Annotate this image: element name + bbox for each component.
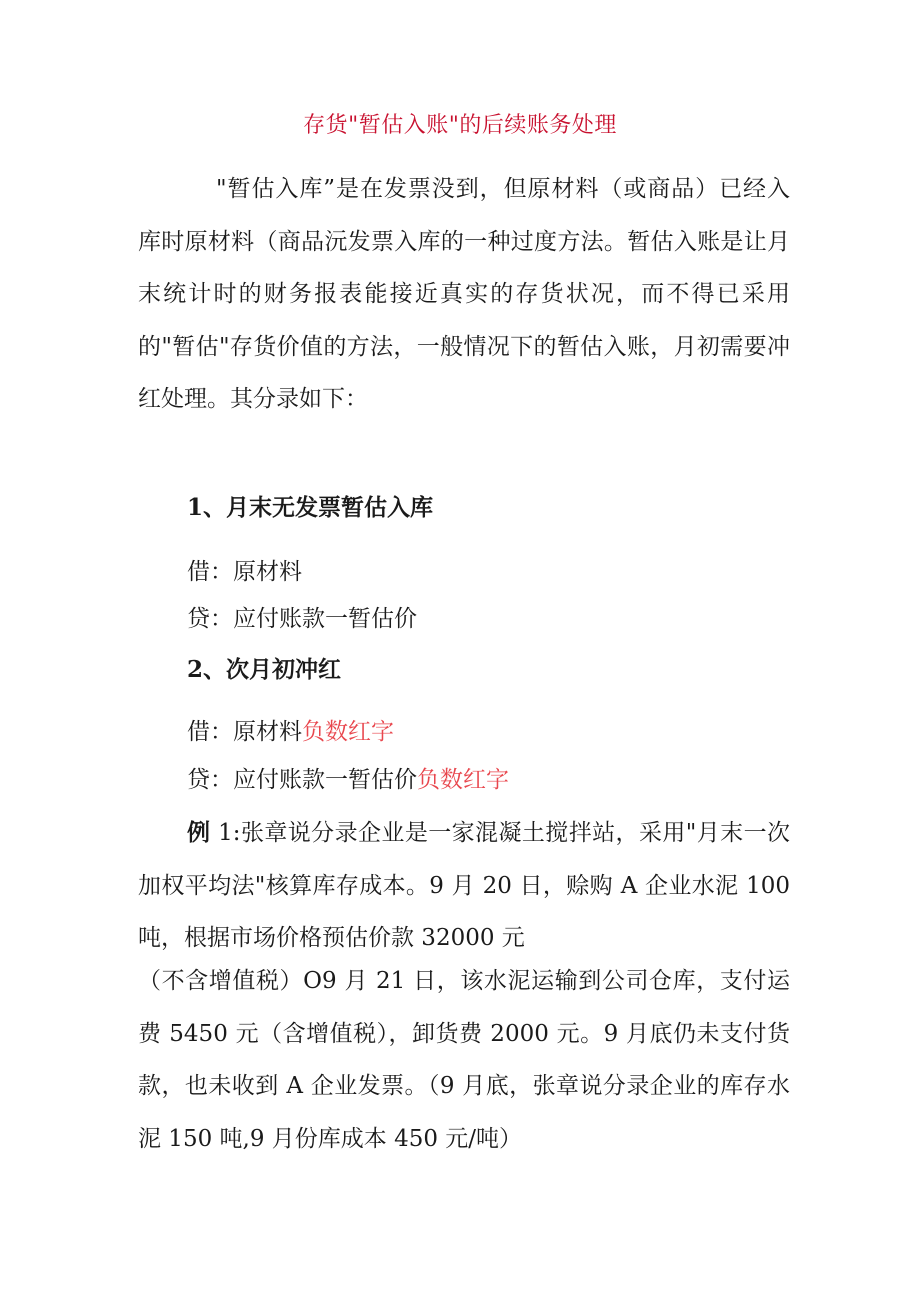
journal-entry-credit-2: [187, 765, 509, 795]
example-text-1: 1:张章说分录企业是一家混凝土搅拌站，采用"月末一次加权平均法"核算库存成本。9 月 20 日，赊购 A 企业水泥 100 吨，根据市场价格预估价款 32000 元: [138, 820, 791, 951]
negative-red-note: 负数红字: [302, 719, 394, 745]
negative-red-note: 负数红字: [417, 767, 509, 793]
journal-entry-debit-2: [187, 717, 394, 747]
journal-entry-debit-2-text: 借：原材料: [187, 719, 302, 745]
journal-entry-credit-1: 贷：应付账款一暂估价: [187, 606, 417, 632]
section-heading-month-end: 1、月末无发票暂估入库: [187, 494, 434, 521]
intro-paragraph: "暂估入库”是在发票没到，但原材料（或商品）已经入库时原材料（商品沅发票入库的一种过度方法。暂估入账是让月末统计时的财务报表能接近真实的存货状况，而不得已采用的"暂估"存货价值的方法，一般情况下的暂估入账，月初需要冲红处理。其分录如下：: [138, 176, 790, 412]
example-paragraph-2: （不含增值税）O9 月 21 日，该水泥运输到公司仓库，支付运费 5450 元（含增值税），卸货费 2000 元。9 月底仍未支付货款，也未收到 A 企业发票。（9 月底，张章说分录企业的库存水泥 150 吨,9 月份库成本 450 元/吨）: [138, 968, 790, 1152]
example-label: 例: [187, 819, 211, 846]
document-title: 存货"暂估入账"的后续账务处理: [303, 113, 617, 138]
journal-entry-debit-1: 借：原材料: [187, 559, 302, 585]
example-paragraph-1: [138, 807, 790, 965]
journal-entry-credit-2-text: 贷：应付账款一暂估价: [187, 767, 417, 793]
section-heading-reversal: 2、次月初冲红: [187, 656, 342, 683]
